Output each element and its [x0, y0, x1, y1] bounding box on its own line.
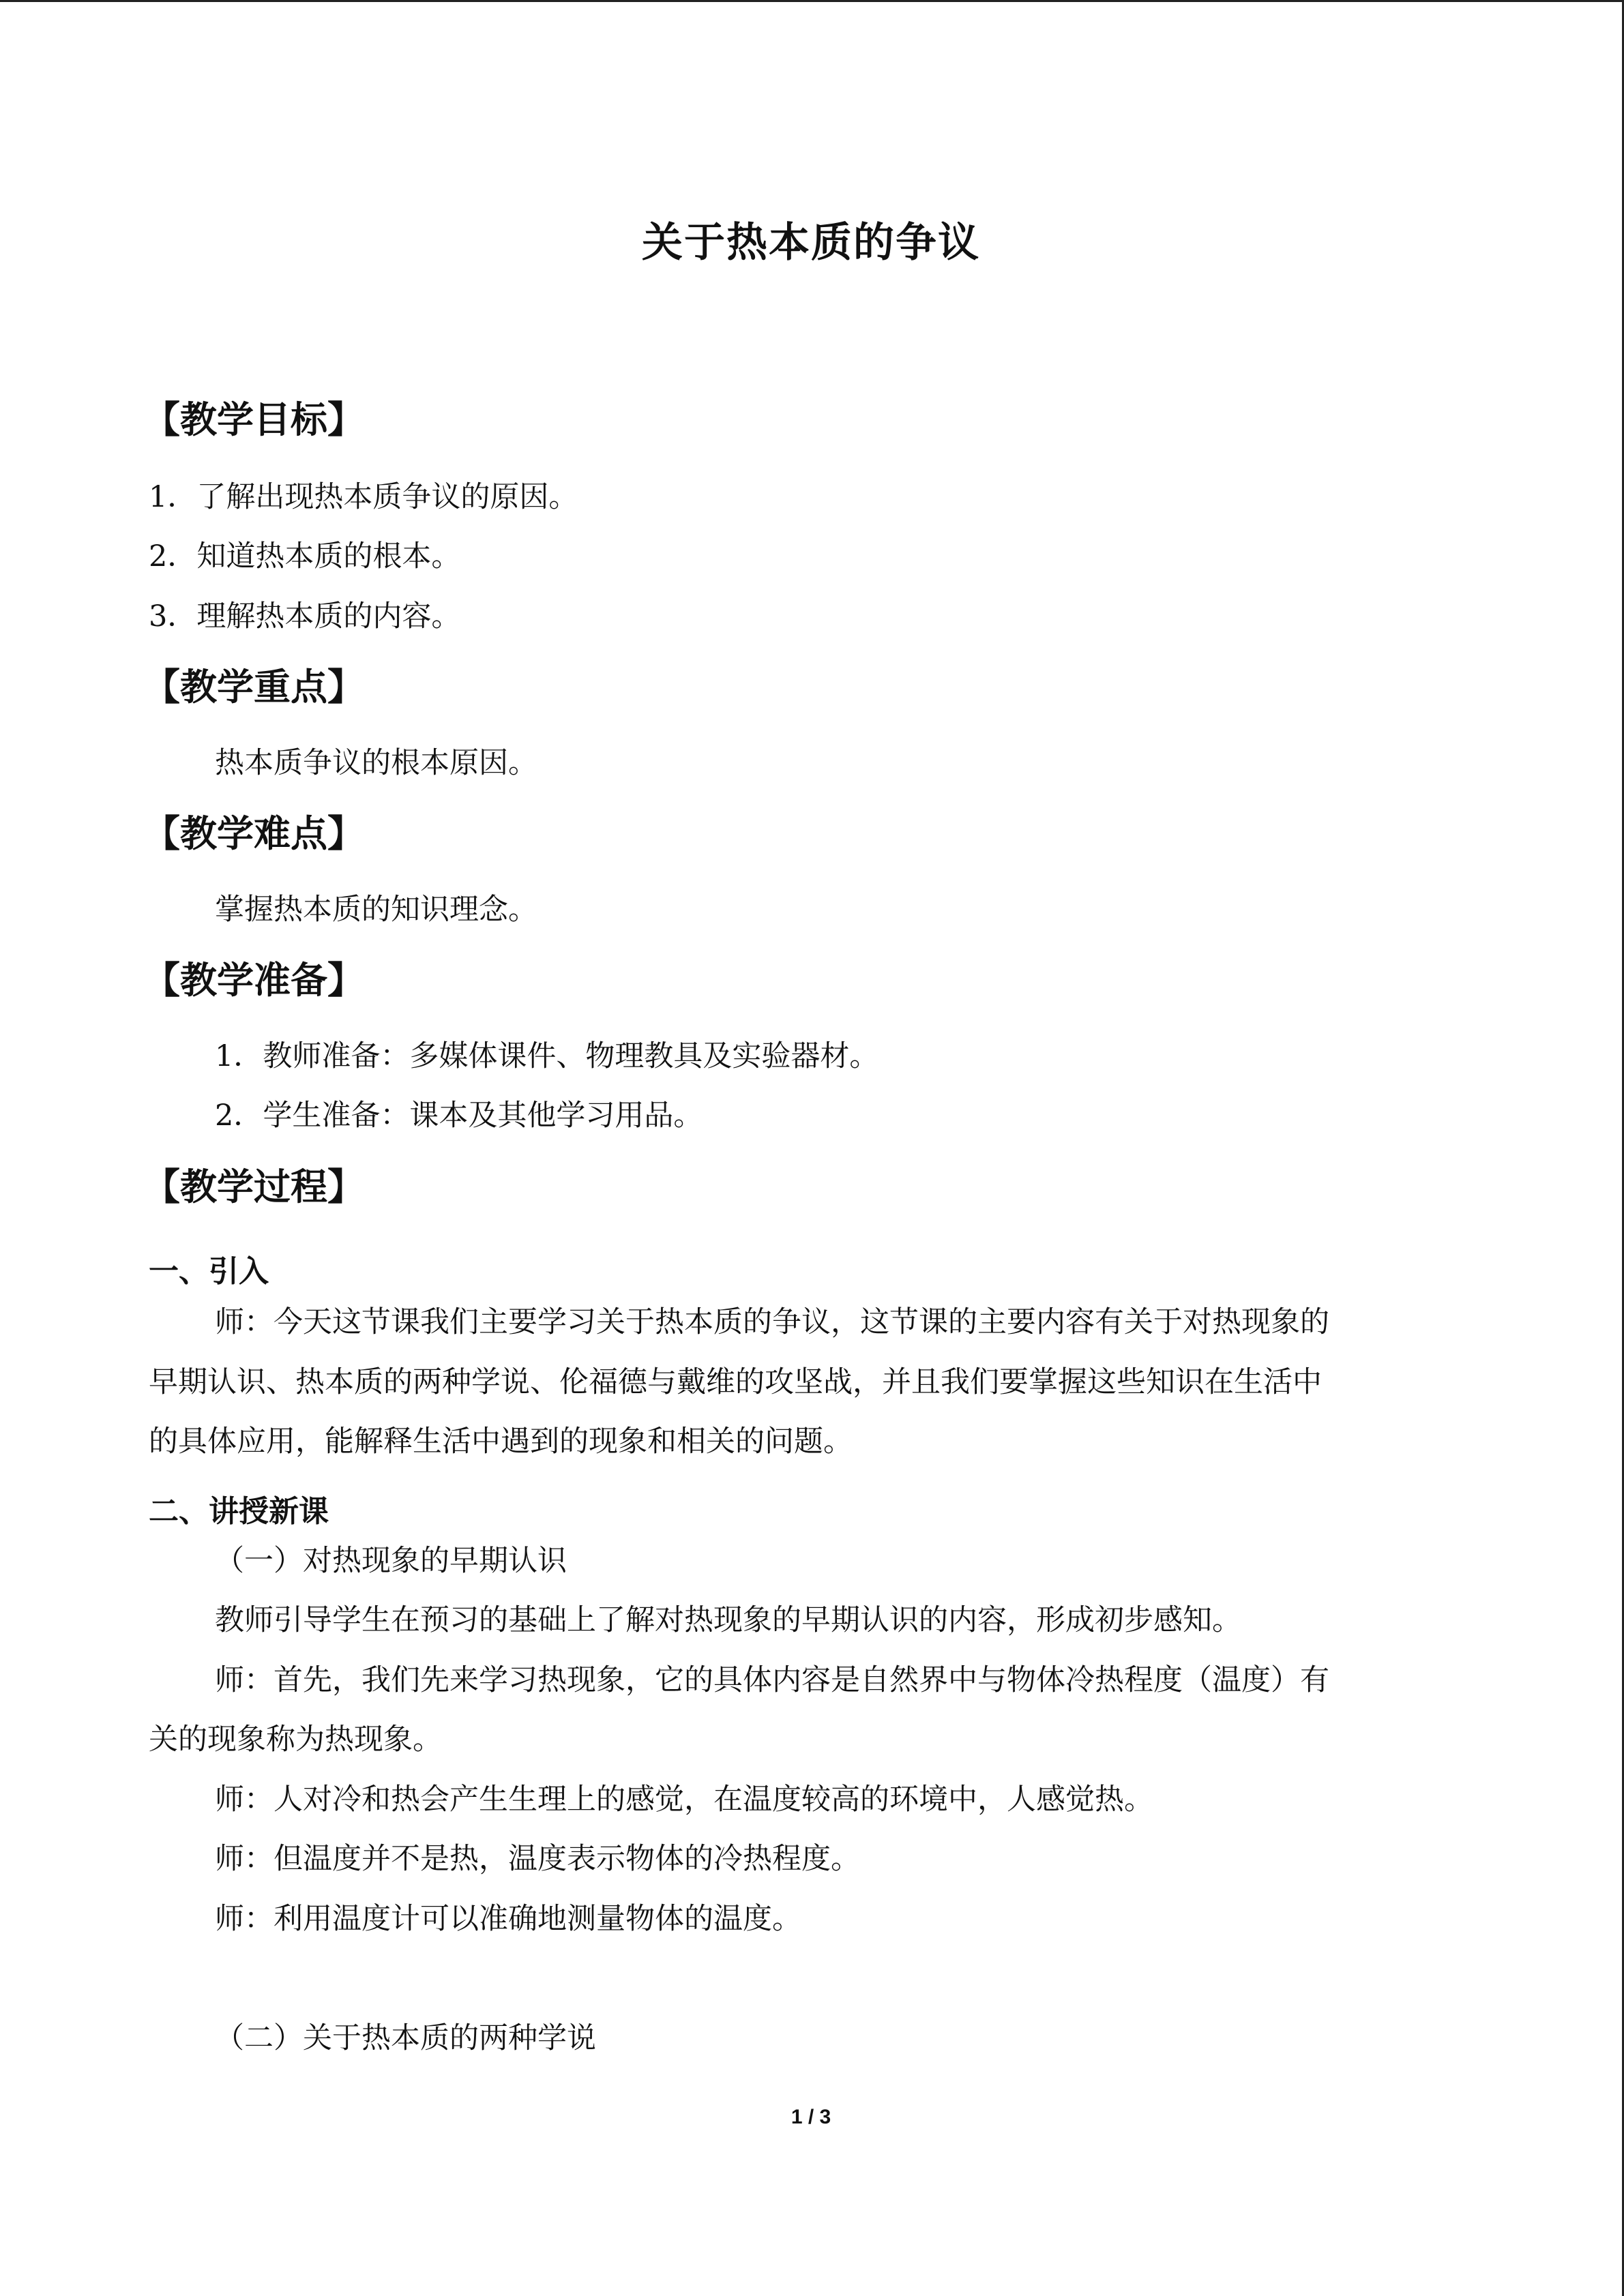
process-heading: 【教学过程】 — [143, 1165, 364, 1208]
part1-line-3: 关的现象称为热现象。 — [149, 1723, 442, 1757]
intro-line-1: 师：今天这节课我们主要学习关于热本质的争议，这节课的主要内容有关于对热现象的 — [215, 1305, 1329, 1339]
intro-line-3: 的具体应用，能解释生活中遇到的现象和相关的问题。 — [149, 1425, 853, 1459]
part1-line-6: 师：利用温度计可以准确地测量物体的温度。 — [215, 1902, 801, 1936]
preparation-item-1: 1．教师准备：多媒体课件、物理教具及实验器材。 — [215, 1039, 879, 1073]
new-lesson-heading: 二、讲授新课 — [149, 1494, 329, 1529]
document-title: 关于热本质的争议 — [642, 219, 980, 267]
objective-item-3: 3．理解热本质的内容。 — [149, 599, 461, 633]
part1-line-1: 教师引导学生在预习的基础上了解对热现象的早期认识的内容，形成初步感知。 — [215, 1603, 1241, 1637]
difficulty-text: 掌握热本质的知识理念。 — [215, 893, 537, 927]
objective-item-1: 1．了解出现热本质争议的原因。 — [149, 480, 578, 514]
key-point-text: 热本质争议的根本原因。 — [215, 746, 537, 780]
intro-heading: 一、引入 — [149, 1254, 269, 1289]
difficulty-heading: 【教学难点】 — [143, 811, 364, 855]
part1-line-5: 师：但温度并不是热，温度表示物体的冷热程度。 — [215, 1842, 860, 1876]
part1-line-4: 师：人对冷和热会产生生理上的感觉，在温度较高的环境中，人感觉热。 — [215, 1783, 1153, 1817]
part1-line-2: 师：首先，我们先来学习热现象，它的具体内容是自然界中与物体冷热程度（温度）有 — [215, 1663, 1329, 1697]
objective-item-2: 2．知道热本质的根本。 — [149, 539, 461, 573]
objectives-heading: 【教学目标】 — [143, 398, 364, 441]
part1-heading: （一）对热现象的早期认识 — [215, 1544, 567, 1578]
part2-heading: （二）关于热本质的两种学说 — [215, 2021, 596, 2055]
preparation-item-2: 2．学生准备：课本及其他学习用品。 — [215, 1099, 703, 1133]
key-point-heading: 【教学重点】 — [143, 665, 364, 709]
preparation-heading: 【教学准备】 — [143, 958, 364, 1002]
intro-line-2: 早期认识、热本质的两种学说、伦福德与戴维的攻坚战，并且我们要掌握这些知识在生活中 — [149, 1365, 1322, 1399]
page-indicator: 1 / 3 — [791, 2106, 831, 2128]
